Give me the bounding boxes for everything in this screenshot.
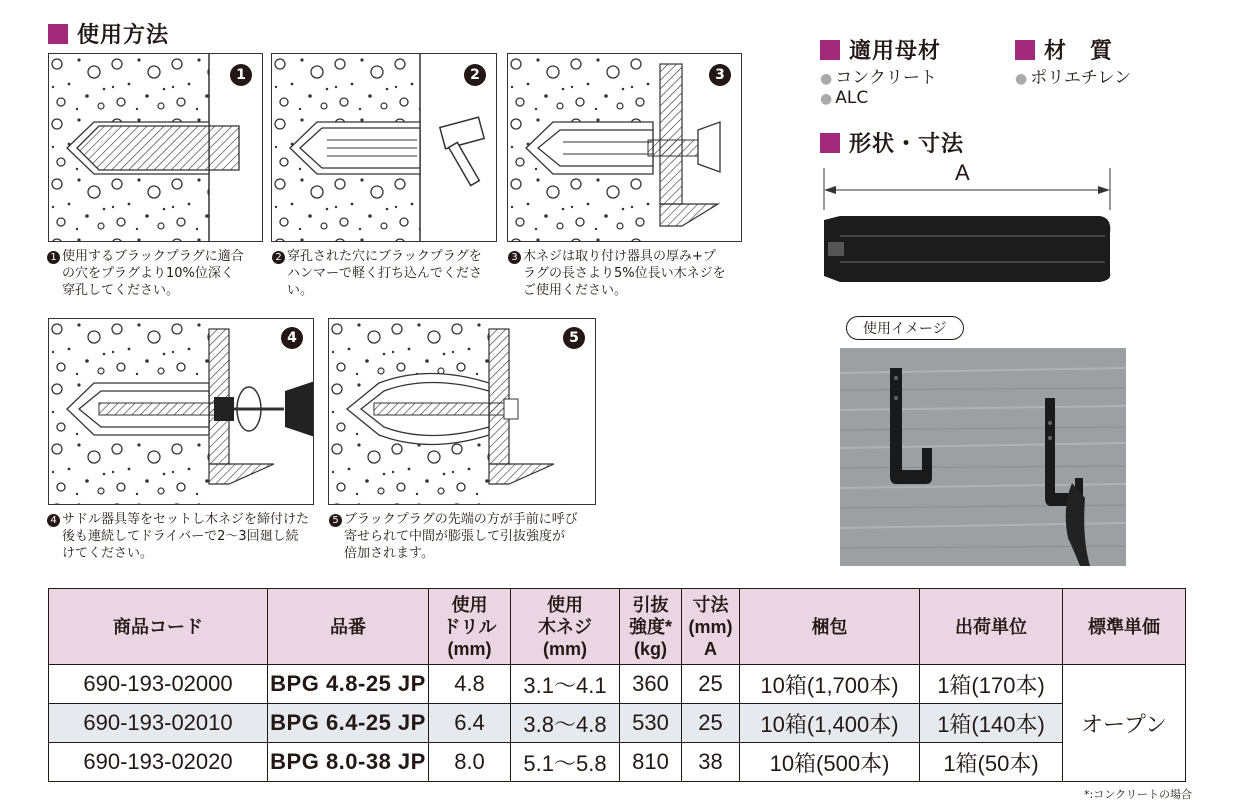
step-4-caption: 4 サドル器具等をセットし木ネジを締付けた 後も連続してドライバーで2～3回廻し続 けてください。 bbox=[47, 511, 322, 562]
magenta-square-icon bbox=[820, 133, 840, 153]
usage-section-title: 使用方法 bbox=[48, 18, 169, 49]
base-material-item: ● コンクリート bbox=[820, 68, 937, 88]
base-material-item: ● ALC bbox=[820, 88, 869, 108]
step-number-4: 4 bbox=[281, 327, 303, 349]
table-row: 690-193-02010 BPG 6.4-25 JP 6.4 3.8～4.8 530 25 10箱(1,400本) 1箱(140本) bbox=[49, 704, 1186, 743]
plug-dimension-drawing bbox=[820, 158, 1120, 288]
step-number-5: 5 bbox=[563, 327, 585, 349]
step-number-3: 3 bbox=[709, 64, 731, 86]
col-header-part-number: 品番 bbox=[268, 589, 429, 665]
col-header-packing: 梱包 bbox=[740, 589, 920, 665]
step-number-1: 1 bbox=[230, 64, 252, 86]
material-item: ● ポリエチレン bbox=[1015, 68, 1132, 88]
step-5-illustration bbox=[328, 318, 596, 505]
magenta-square-icon bbox=[820, 40, 840, 60]
step-1-illustration bbox=[48, 53, 263, 242]
step-2-caption: 2 穿孔された穴にブラックプラグを ハンマーで軽く打ち込んでください。 bbox=[272, 248, 502, 299]
base-material-title: 適用母材 bbox=[820, 34, 941, 65]
usage-image-tag: 使用イメージ bbox=[846, 316, 964, 340]
col-header-code: 商品コード bbox=[49, 589, 268, 665]
magenta-square-icon bbox=[1015, 40, 1035, 60]
step-2-illustration bbox=[271, 53, 497, 242]
table-header-row bbox=[49, 589, 1186, 665]
material-title: 材 質 bbox=[1015, 34, 1113, 65]
step-1-caption: 1 使用するブラックプラグに適合 の穴をプラグより10%位深く 穿孔してください。 bbox=[47, 248, 262, 299]
col-header-size: 寸法 (mm) A bbox=[682, 589, 740, 665]
col-header-strength: 引抜 強度* (kg) bbox=[620, 589, 682, 665]
magenta-square-icon bbox=[48, 24, 68, 44]
col-header-screw: 使用 木ネジ (mm) bbox=[511, 589, 620, 665]
col-header-drill: 使用 ドリル (mm) bbox=[429, 589, 511, 665]
step-4-illustration bbox=[48, 318, 314, 505]
price-cell: オープン bbox=[1063, 665, 1186, 782]
product-table bbox=[48, 588, 1186, 782]
step-number-2: 2 bbox=[464, 64, 486, 86]
table-row: 690-193-02000 BPG 4.8-25 JP 4.8 3.1～4.1 360 25 10箱(1,700本) 1箱(170本) オープン bbox=[49, 665, 1186, 704]
dimension-label: A bbox=[955, 160, 970, 185]
step-5-caption: 5 ブラックプラグの先端の方が手前に呼び 寄せられて中間が膨張して引抜強度が 倍加されます。 bbox=[329, 511, 604, 562]
step-3-illustration bbox=[507, 53, 742, 242]
col-header-unit: 出荷単位 bbox=[920, 589, 1063, 665]
shape-title: 形状・寸法 bbox=[820, 127, 964, 158]
usage-photo bbox=[840, 348, 1126, 566]
step-3-caption: 3 木ネジは取り付け器具の厚み+プ ラグの長さより5%位長い木ネジを ご使用ください。 bbox=[508, 248, 748, 299]
table-row: 690-193-02020 BPG 8.0-38 JP 8.0 5.1～5.8 810 38 10箱(500本) 1箱(50本) bbox=[49, 743, 1186, 782]
footnote: *:コンクリートの場合 bbox=[1084, 788, 1192, 801]
col-header-price: 標準単価 bbox=[1063, 589, 1186, 665]
